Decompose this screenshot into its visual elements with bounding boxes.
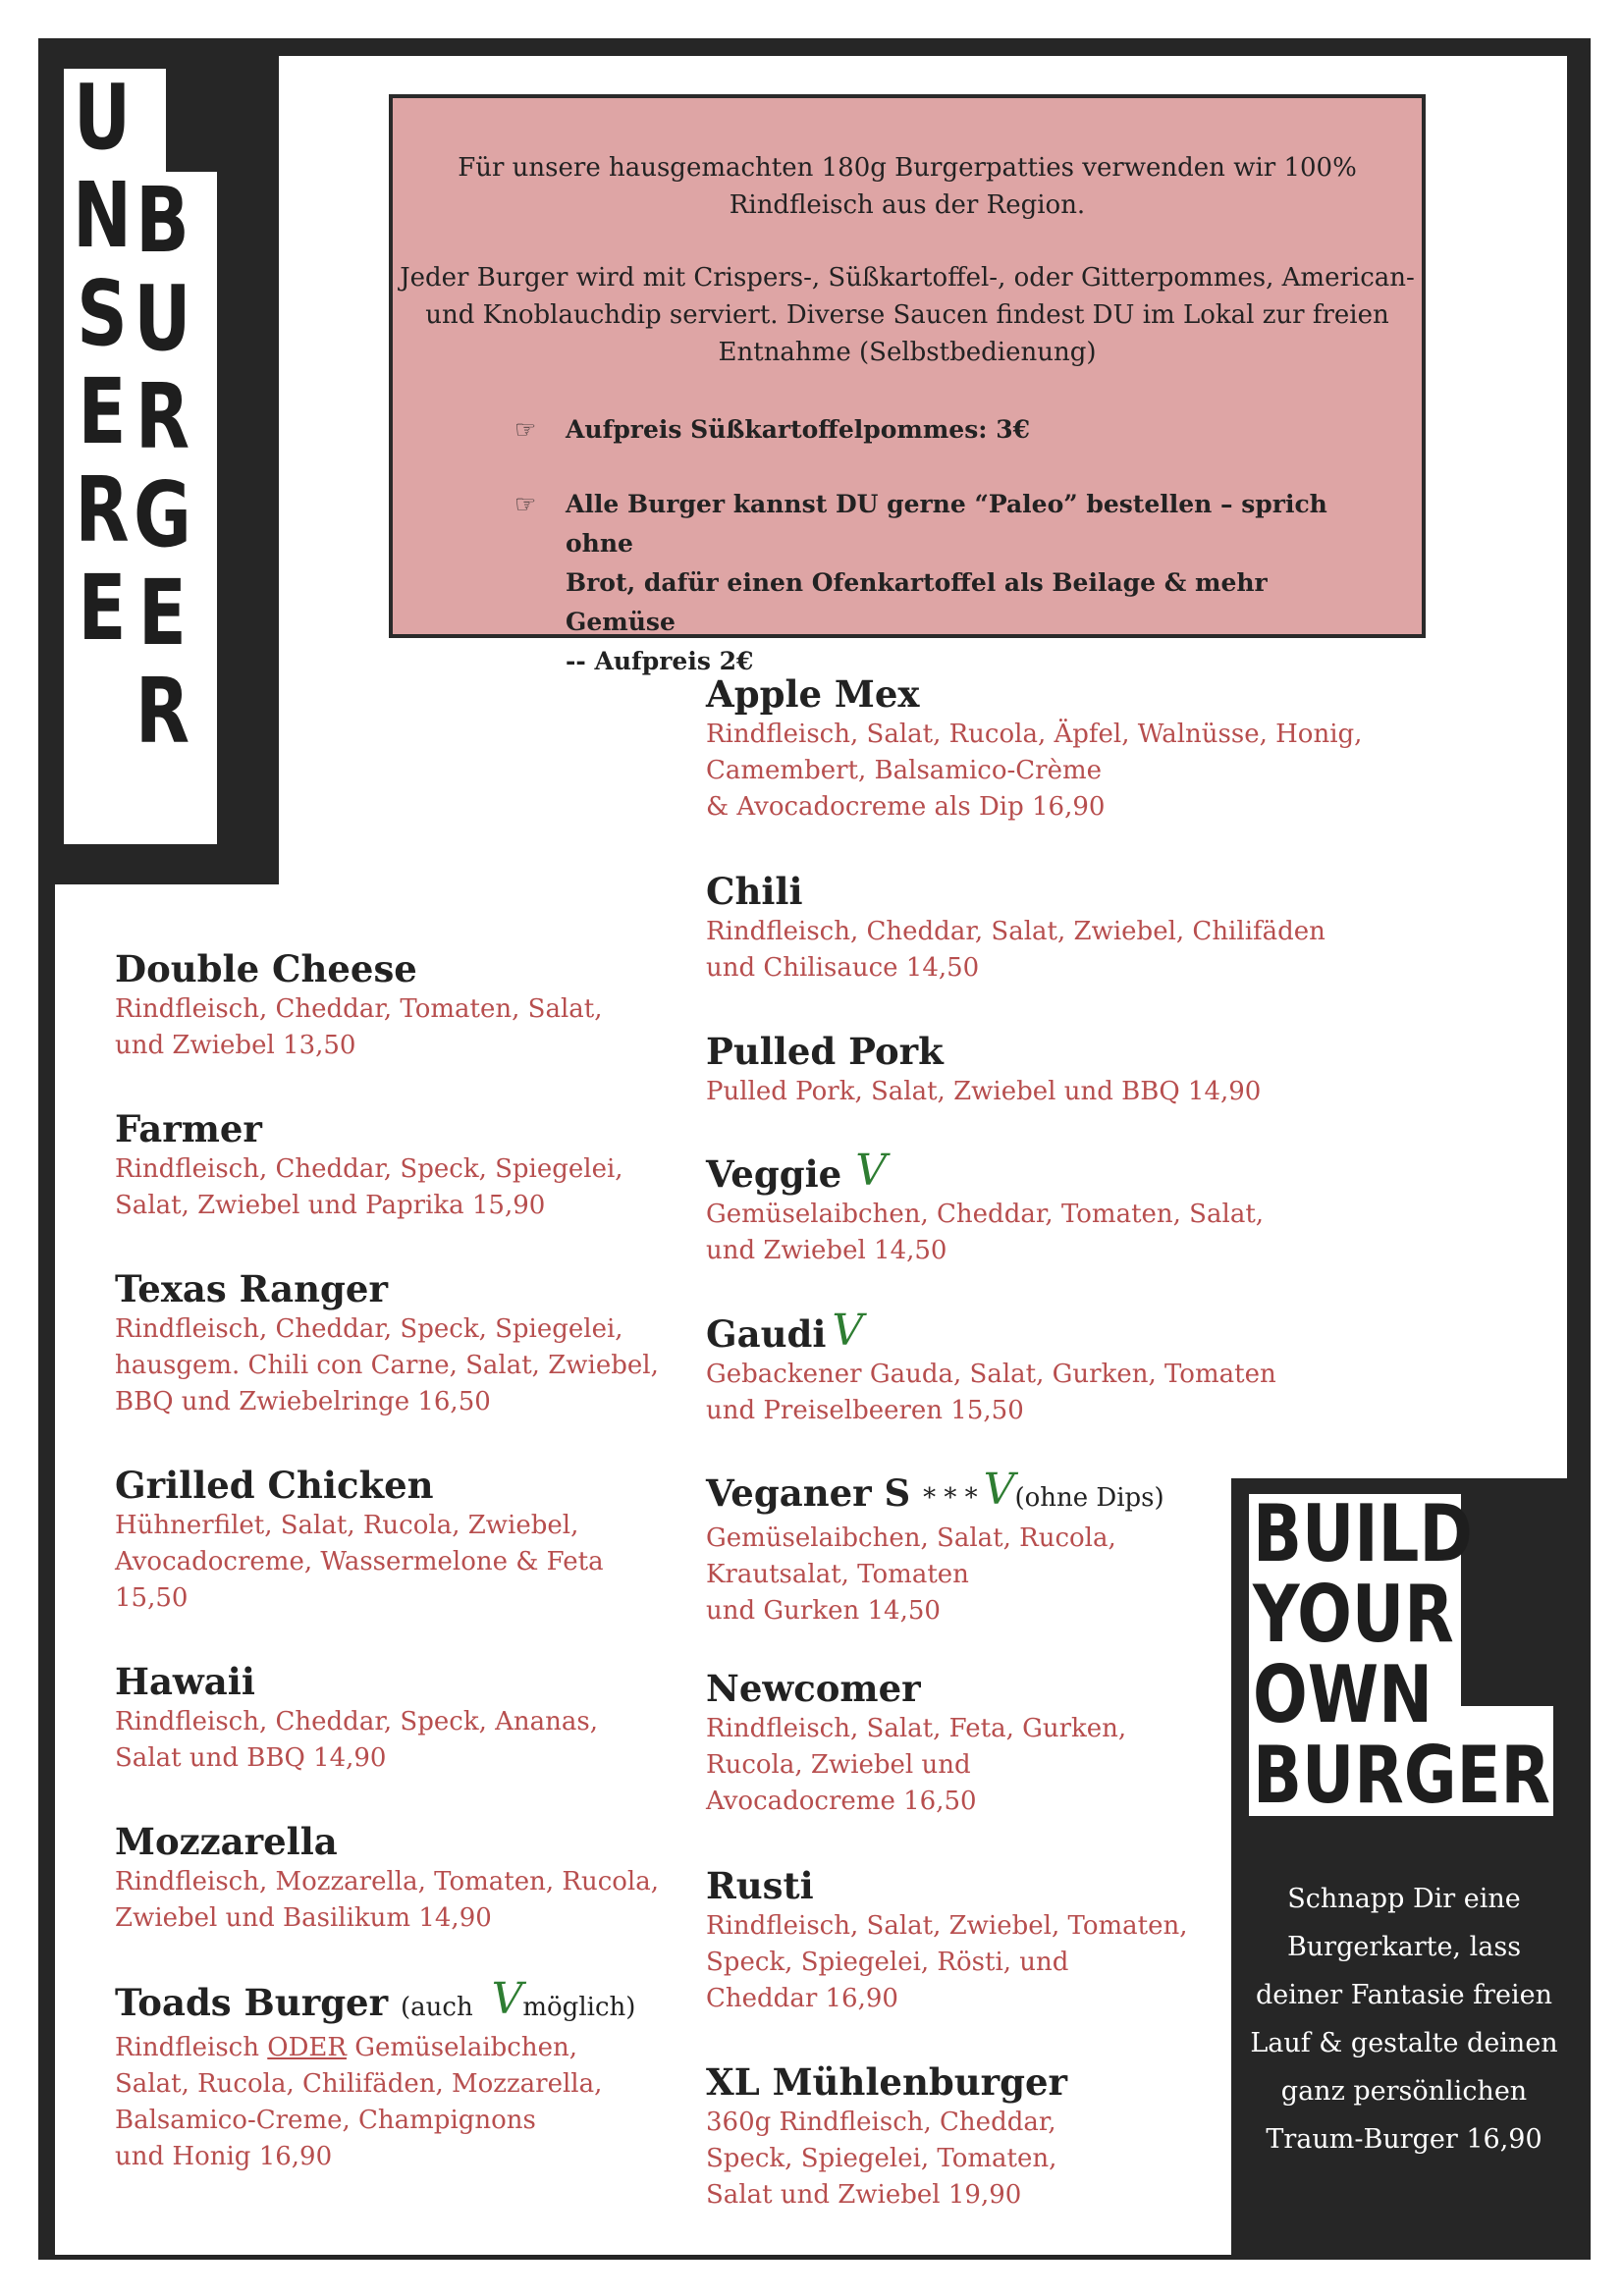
item-note: (auch — [401, 1993, 473, 2022]
title-letter: R — [135, 659, 190, 764]
item-name: Double Cheese — [115, 947, 417, 990]
bullet-text: -- Aufpreis 2€ — [566, 647, 754, 675]
item-desc: Gemüselaibchen, Cheddar, Tomaten, Salat, und Zwiebel 14,50 — [706, 1200, 1265, 1265]
item-name: Texas Ranger — [115, 1267, 388, 1310]
item-name: Hawaii — [115, 1660, 255, 1703]
title-line: YOUR — [1253, 1569, 1454, 1660]
item-desc: Rindfleisch, Cheddar, Tomaten, Salat, und Zwiebel 13,50 — [115, 994, 603, 1060]
item-desc: Gebackener Gauda, Salat, Gurken, Tomaten und Preiselbeeren 15,50 — [706, 1360, 1276, 1425]
menu-item — [706, 1306, 1276, 1429]
item-desc: Rindfleisch, Cheddar, Speck, Ananas, Salat und BBQ 14,90 — [115, 1707, 598, 1773]
item-name: Grilled Chicken — [115, 1464, 434, 1507]
title-letter: U — [73, 65, 132, 170]
title-letter: N — [73, 163, 133, 268]
item-desc: Rindfleisch, Cheddar, Speck, Spiegelei, hausgem. Chili con Carne, Salat, Zwiebel, BBQ und Zwiebelringe 16,50 — [115, 1314, 659, 1416]
menu-item — [706, 1465, 1164, 1629]
item-name: Rusti — [706, 1864, 814, 1907]
title-letter: S — [77, 261, 128, 366]
menu-item — [706, 1863, 1187, 2017]
info-line: Entnahme (Selbstbedienung) — [718, 338, 1097, 367]
menu-item — [115, 1819, 659, 1937]
text-line: Burgerkarte, lass — [1286, 1932, 1522, 1962]
item-name: Newcomer — [706, 1667, 921, 1710]
item-desc: Rindfleisch, Cheddar, Salat, Zwiebel, Chilifäden und Chilisauce 14,50 — [706, 917, 1325, 983]
info-bullet-1 — [514, 410, 1371, 450]
info-line: Jeder Burger wird mit Crispers-, Süßkartoffel-, oder Gitterpommes, American- — [400, 263, 1415, 293]
vegan-check-icon: V — [983, 1465, 1015, 1515]
item-desc: Gemüselaibchen, Salat, Rucola, Krautsalat, Tomaten und Gurken 14,50 — [706, 1523, 1116, 1626]
menu-item — [115, 1659, 598, 1777]
title-line: OWN — [1253, 1649, 1434, 1740]
item-desc: Rindfleisch, Mozzarella, Tomaten, Rucola, Zwiebel und Basilikum 14,90 — [115, 1867, 660, 1933]
title-letter: G — [134, 462, 191, 567]
desc-part: Gemüselaibchen, Salat, Rucola, Chilifäden, Mozzarella, Balsamico-Creme, Champignons und Honig 16,90 — [115, 2033, 603, 2171]
menu-item — [706, 2059, 1067, 2214]
item-note: möglich) — [522, 1993, 636, 2022]
desc-underlined: ODER — [267, 2033, 347, 2062]
item-name: Pulled Pork — [706, 1030, 944, 1073]
bullet-text: Alle Burger kannst DU gerne “Paleo” bestellen – sprich ohne — [566, 490, 1327, 558]
item-name-text: Gaudi — [706, 1312, 827, 1356]
build-your-own-title — [1253, 1488, 1550, 1821]
build-your-own-text — [1242, 1875, 1566, 2163]
bullet-text: Aufpreis Süßkartoffelpommes: 3€ — [566, 415, 1030, 444]
text-line: deiner Fantasie freien — [1255, 1980, 1553, 2010]
title-letter: U — [134, 266, 191, 371]
item-name — [115, 1974, 636, 2030]
title-line: BUILD — [1253, 1488, 1473, 1579]
item-stars: * * * — [923, 1483, 978, 1513]
info-line: und Knoblauchdip serviert. Diverse Saucen findest DU im Lokal zur freien — [425, 300, 1389, 330]
item-desc: Pulled Pork, Salat, Zwiebel und BBQ 14,90 — [706, 1077, 1262, 1106]
vegan-check-icon: V — [832, 1306, 864, 1356]
title-letter: R — [75, 457, 130, 562]
item-desc — [115, 2030, 635, 2175]
side-title-col-2 — [134, 168, 191, 764]
menu-item — [115, 1463, 604, 1617]
title-letter: E — [78, 359, 127, 464]
item-desc: 360g Rindfleisch, Cheddar, Speck, Spiegelei, Tomaten, Salat und Zwiebel 19,90 — [706, 2108, 1057, 2210]
title-letter: R — [135, 364, 190, 469]
vegan-check-icon: V — [491, 1974, 523, 2024]
info-bullet-2 — [514, 485, 1371, 681]
menu-item — [115, 946, 603, 1064]
pointing-hand-icon: ☞ — [514, 415, 537, 444]
info-line: Rindfleisch aus der Region. — [729, 190, 1086, 220]
menu-item — [706, 1146, 1265, 1269]
menu-item — [706, 1666, 1126, 1820]
pointing-hand-icon: ☞ — [514, 490, 537, 518]
title-line: BURGER — [1253, 1730, 1550, 1821]
item-name: Apple Mex — [706, 672, 920, 716]
item-name — [706, 1306, 1276, 1357]
text-line: Lauf & gestalte deinen — [1250, 2028, 1558, 2058]
item-desc: Rindfleisch, Salat, Zwiebel, Tomaten, Speck, Spiegelei, Rösti, und Cheddar 16,90 — [706, 1911, 1188, 2013]
menu-item — [115, 1974, 636, 2175]
item-note: (ohne Dips) — [1014, 1483, 1164, 1513]
info-line: Für unsere hausgemachten 180g Burgerpatties verwenden wir 100% — [458, 153, 1357, 183]
text-line: Traum-Burger 16,90 — [1266, 2124, 1542, 2155]
item-name: Chili — [706, 870, 803, 913]
item-name: Farmer — [115, 1107, 262, 1150]
item-name-text: Veggie — [706, 1152, 842, 1196]
title-letter: E — [78, 556, 127, 661]
item-name-text: Veganer S — [706, 1471, 911, 1515]
menu-item — [115, 1106, 623, 1224]
vegan-check-icon: V — [855, 1146, 887, 1196]
text-line: Schnapp Dir eine — [1287, 1884, 1521, 1914]
side-title-col-1 — [73, 65, 133, 661]
item-desc: Hühnerfilet, Salat, Rucola, Zwiebel, Avocadocreme, Wassermelone & Feta 15,50 — [115, 1511, 604, 1613]
title-letter: B — [135, 168, 189, 273]
item-name — [706, 1465, 1164, 1521]
menu-item — [706, 869, 1325, 987]
item-name-text: Toads Burger — [115, 1981, 389, 2024]
desc-part: Rindfleisch — [115, 2033, 268, 2062]
menu-item — [115, 1266, 659, 1420]
info-box — [389, 94, 1426, 675]
item-desc: Rindfleisch, Salat, Rucola, Äpfel, Walnüsse, Honig, Camembert, Balsamico-Crème & Avocadocreme als Dip 16,90 — [706, 720, 1363, 822]
menu-item — [706, 671, 1362, 826]
item-desc: Rindfleisch, Cheddar, Speck, Spiegelei, Salat, Zwiebel und Paprika 15,90 — [115, 1154, 623, 1220]
bullet-text: Brot, dafür einen Ofenkartoffel als Beilage & mehr Gemüse — [566, 568, 1268, 636]
item-name: XL Mühlenburger — [706, 2060, 1068, 2104]
menu-item — [706, 1029, 1261, 1110]
item-name: Mozzarella — [115, 1820, 338, 1863]
title-letter: E — [137, 561, 187, 666]
text-line: ganz persönlichen — [1280, 2076, 1528, 2107]
item-desc: Rindfleisch, Salat, Feta, Gurken, Rucola, Zwiebel und Avocadocreme 16,50 — [706, 1714, 1127, 1816]
item-name — [706, 1146, 1264, 1197]
